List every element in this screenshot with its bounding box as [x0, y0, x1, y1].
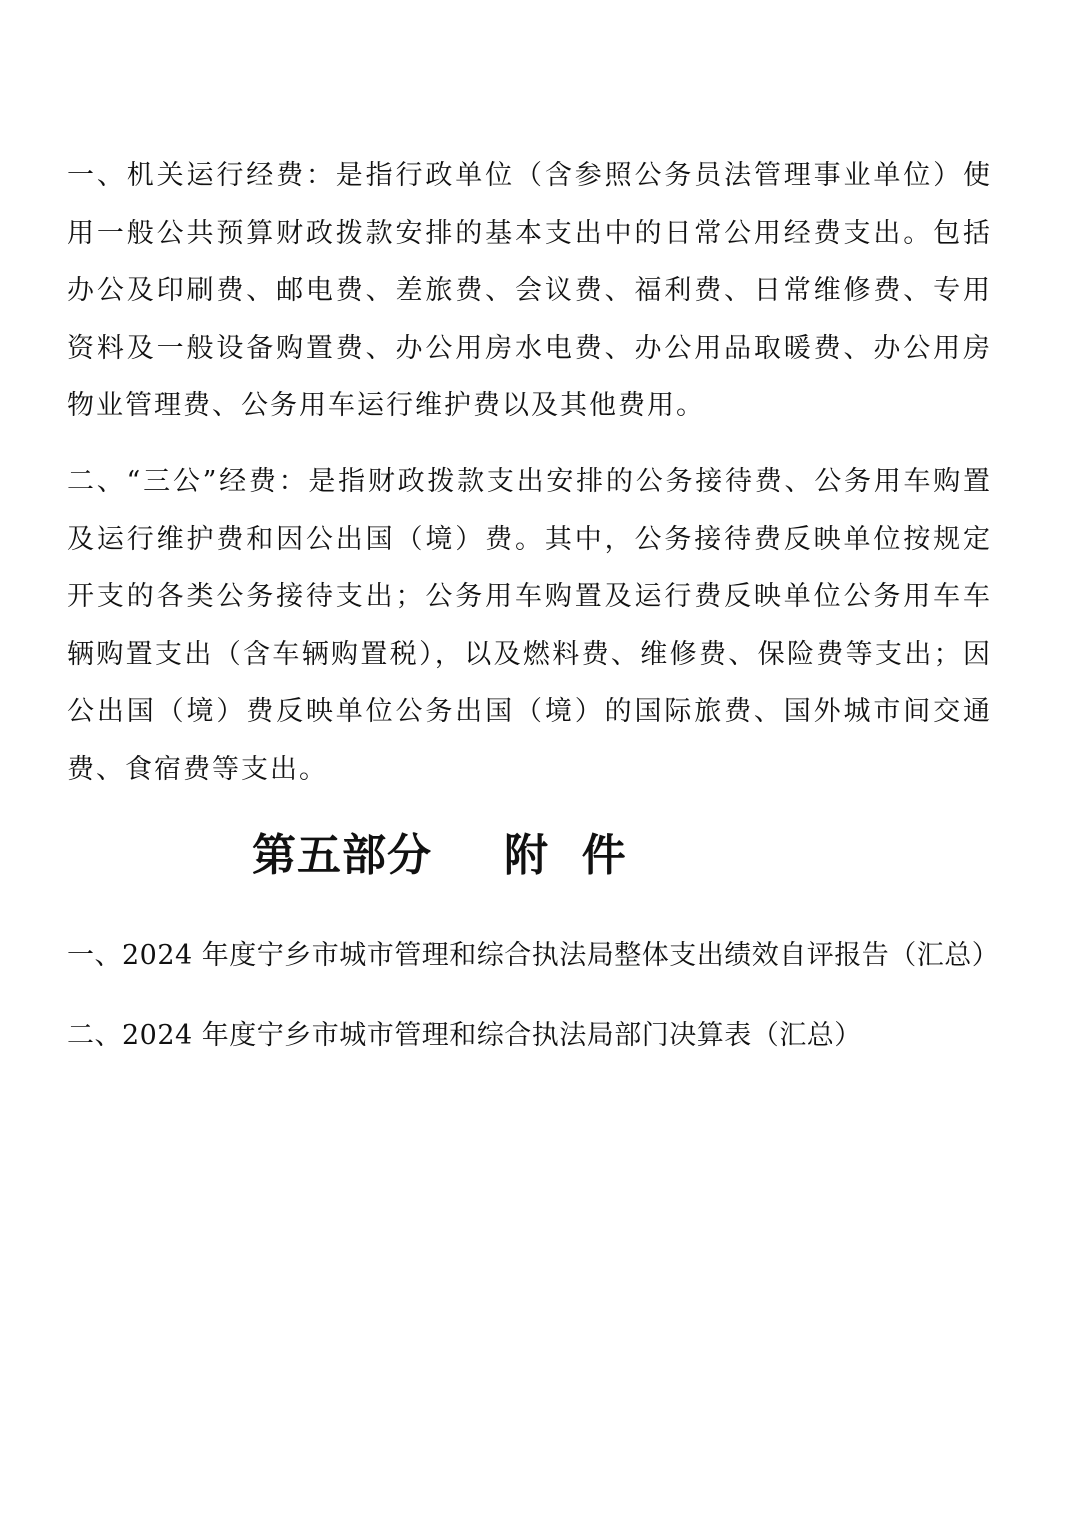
- attachment-item-performance-report: 一、2024 年度宁乡市城市管理和综合执法局整体支出绩效自评报告（汇总）: [67, 940, 1000, 971]
- section-title: 附 件: [504, 830, 627, 881]
- section-part-label: 第五部分: [252, 830, 432, 881]
- attachment-item-final-accounts: 二、2024 年度宁乡市城市管理和综合执法局部门决算表（汇总）: [67, 1020, 862, 1051]
- paragraph-operating-expenses: 一、机关运行经费：是指行政单位（含参照公务员法管理事业单位）使用一般公共预算财政拨款安排的基本支出中的日常公用经费支出。包括办公及印刷费、邮电费、差旅费、会议费、福利费、日常维修费、专用资料及一般设备购置费、办公用房水电费、办公用品取暖费、办公用房物业管理费、公务用车运行维护费以及其他费用。: [67, 160, 992, 421]
- paragraph-three-public-expenses: 二、“三公”经费：是指财政拨款支出安排的公务接待费、公务用车购置及运行维护费和因公出国（境）费。其中，公务接待费反映单位按规定开支的各类公务接待支出；公务用车购置及运行费反映单位公务用车车辆购置支出（含车辆购置税），以及燃料费、维修费、保险费等支出；因公出国（境）费反映单位公务出国（境）的国际旅费、国外城市间交通费、食宿费等支出。: [67, 466, 992, 785]
- section-heading: [252, 826, 627, 886]
